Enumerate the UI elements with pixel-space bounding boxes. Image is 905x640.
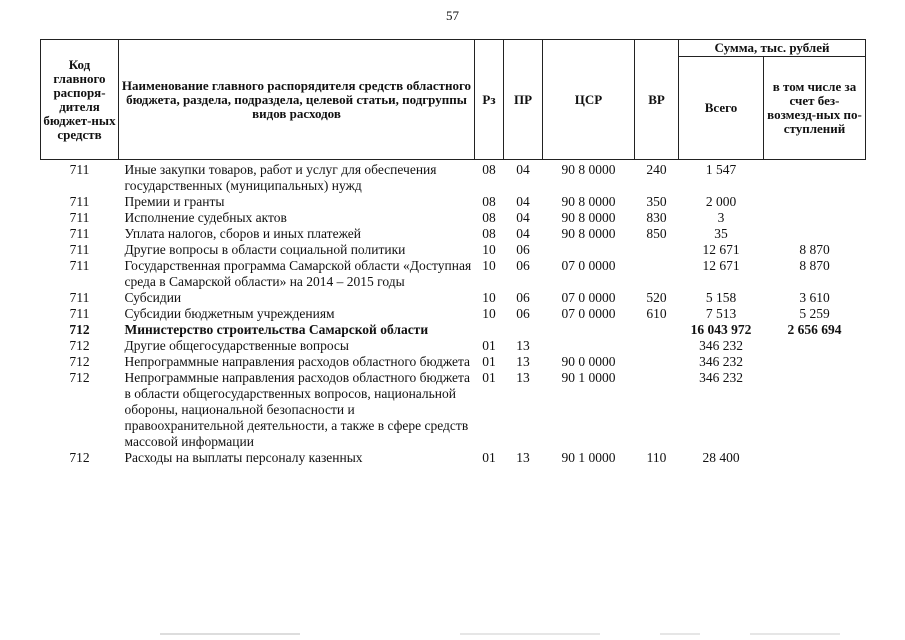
cell-code: 711 xyxy=(69,210,90,225)
cell-vr: 830 xyxy=(646,210,667,225)
table-row xyxy=(41,370,866,450)
cell-rz: 01 xyxy=(482,450,496,465)
cell-name: Субсидии бюджетным учреждениям xyxy=(124,306,335,321)
cell-name: Государственная программа Самарской области «Доступная среда в Самарской области» на 2014 – 2015 годы xyxy=(124,258,472,289)
page-number: 57 xyxy=(446,8,459,23)
header-pr: ПР xyxy=(504,40,543,160)
table-row xyxy=(41,226,866,242)
cell-total: 7 513 xyxy=(705,306,737,321)
cell-vr: 350 xyxy=(646,194,667,209)
table-row xyxy=(41,242,866,258)
header-vr: ВР xyxy=(635,40,679,160)
cell-pr: 06 xyxy=(516,306,530,321)
cell-pr: 13 xyxy=(516,354,530,369)
cell-csr: 07 0 0000 xyxy=(561,258,616,273)
header-total: Всего xyxy=(679,57,764,160)
cell-rz: 01 xyxy=(482,370,496,385)
cell-total: 346 232 xyxy=(699,338,743,353)
cell-pr: 13 xyxy=(516,338,530,353)
cell-pr: 04 xyxy=(516,210,530,225)
cell-pr: 13 xyxy=(516,450,530,465)
cell-pr: 06 xyxy=(516,258,530,273)
cell-vr: 520 xyxy=(646,290,667,305)
cell-rz: 08 xyxy=(482,210,496,225)
cell-total: 346 232 xyxy=(699,370,743,385)
cell-total: 3 xyxy=(717,210,725,225)
cell-code: 711 xyxy=(69,242,90,257)
table-row xyxy=(41,290,866,306)
cell-csr: 90 1 0000 xyxy=(561,450,616,465)
cell-pr xyxy=(504,322,543,338)
cell-rz: 10 xyxy=(482,258,496,273)
cell-pr: 13 xyxy=(516,370,530,385)
cell-free xyxy=(764,160,866,195)
cell-csr: 90 0 0000 xyxy=(561,354,616,369)
cell-rz: 01 xyxy=(482,354,496,369)
cell-name: Другие общегосударственные вопросы xyxy=(124,338,349,353)
cell-total: 12 671 xyxy=(702,242,740,257)
table-row xyxy=(41,354,866,370)
cell-name: Иные закупки товаров, работ и услуг для обеспечения государственных (муниципальных) нужд xyxy=(124,162,437,193)
cell-pr: 04 xyxy=(516,194,530,209)
header-sum: Сумма, тыс. рублей xyxy=(679,40,866,57)
cell-vr: 240 xyxy=(646,162,667,177)
cell-code: 711 xyxy=(69,258,90,273)
cell-csr xyxy=(543,242,635,258)
cell-rz: 10 xyxy=(482,290,496,305)
cell-name: Субсидии xyxy=(124,290,182,305)
cell-total: 2 000 xyxy=(705,194,737,209)
header-free: в том числе за счет без-возмезд-ных по-ступлений xyxy=(764,57,866,160)
cell-code: 712 xyxy=(69,370,90,385)
cell-free xyxy=(764,370,866,450)
cell-free: 8 870 xyxy=(799,242,830,257)
cell-code: 711 xyxy=(69,306,90,321)
cell-vr xyxy=(635,354,679,370)
cell-free: 8 870 xyxy=(799,258,830,273)
cell-total: 16 043 972 xyxy=(690,322,752,337)
cell-name: Министерство строительства Самарской области xyxy=(124,322,429,337)
cell-vr xyxy=(635,370,679,450)
cell-vr: 850 xyxy=(646,226,667,241)
cell-csr: 90 8 0000 xyxy=(561,226,616,241)
cell-code: 712 xyxy=(69,338,90,353)
cell-name: Другие вопросы в области социальной политики xyxy=(124,242,406,257)
cell-rz: 08 xyxy=(482,226,496,241)
cell-csr: 90 8 0000 xyxy=(561,162,616,177)
cell-name: Расходы на выплаты персоналу казенных xyxy=(124,450,363,465)
cell-name: Исполнение судебных актов xyxy=(124,210,287,225)
cell-vr xyxy=(635,242,679,258)
cell-free xyxy=(764,194,866,210)
header-name: Наименование главного распорядителя средств областного бюджета, раздела, подраздела, целевой статьи, подгруппы видов расходов xyxy=(119,40,475,160)
cell-code: 711 xyxy=(69,290,90,305)
cell-code: 712 xyxy=(69,450,90,465)
cell-free xyxy=(764,354,866,370)
table-row xyxy=(41,338,866,354)
cell-code: 711 xyxy=(69,194,90,209)
header-rz: Рз xyxy=(475,40,504,160)
cell-name: Уплата налогов, сборов и иных платежей xyxy=(124,226,361,241)
table-body xyxy=(41,160,866,467)
cell-rz xyxy=(475,322,504,338)
cell-csr: 07 0 0000 xyxy=(561,306,616,321)
cell-total: 346 232 xyxy=(699,354,743,369)
cell-total: 1 547 xyxy=(705,162,737,177)
cell-rz: 08 xyxy=(482,194,496,209)
cell-vr xyxy=(635,322,679,338)
cell-csr: 90 1 0000 xyxy=(561,370,616,385)
cell-total: 5 158 xyxy=(705,290,737,305)
cell-csr xyxy=(543,322,635,338)
table-row xyxy=(41,210,866,226)
cell-free xyxy=(764,450,866,466)
cell-vr: 110 xyxy=(646,450,667,465)
cell-csr: 90 8 0000 xyxy=(561,194,616,209)
cell-free: 5 259 xyxy=(799,306,830,321)
table-row xyxy=(41,306,866,322)
cell-rz: 10 xyxy=(482,242,496,257)
table-header xyxy=(41,40,866,160)
cell-code: 711 xyxy=(69,226,90,241)
cell-free: 2 656 694 xyxy=(787,322,842,337)
cell-code: 712 xyxy=(69,354,90,369)
cell-free xyxy=(764,338,866,354)
cell-vr xyxy=(635,258,679,290)
table-row xyxy=(41,258,866,290)
cell-total: 28 400 xyxy=(702,450,740,465)
cell-name: Непрограммные направления расходов областного бюджета в области общегосударственных вопросов, национальной обороны, национальной безопасности и правоохранительной деятельности, а также в сфере средств массовой информации xyxy=(124,370,471,449)
cell-rz: 08 xyxy=(482,162,496,177)
table-row xyxy=(41,160,866,195)
budget-table xyxy=(40,39,866,466)
cell-name: Непрограммные направления расходов областного бюджета xyxy=(124,354,471,369)
cell-free xyxy=(764,226,866,242)
cell-name: Премии и гранты xyxy=(124,194,225,209)
cell-free xyxy=(764,210,866,226)
cell-total: 35 xyxy=(714,226,728,241)
cell-pr: 06 xyxy=(516,290,530,305)
cell-total: 12 671 xyxy=(702,258,740,273)
cell-rz: 01 xyxy=(482,338,496,353)
header-code: Код главного распоря-дителя бюджет-ных средств xyxy=(41,40,119,160)
table-row xyxy=(41,194,866,210)
cell-csr xyxy=(543,338,635,354)
cell-vr xyxy=(635,338,679,354)
cell-free: 3 610 xyxy=(799,290,830,305)
table-row xyxy=(41,450,866,466)
table-row xyxy=(41,322,866,338)
scan-edge-specks xyxy=(0,620,905,640)
cell-pr: 06 xyxy=(516,242,530,257)
cell-rz: 10 xyxy=(482,306,496,321)
header-csr: ЦСР xyxy=(543,40,635,160)
cell-csr: 90 8 0000 xyxy=(561,210,616,225)
cell-vr: 610 xyxy=(646,306,667,321)
cell-code: 712 xyxy=(69,322,90,337)
cell-pr: 04 xyxy=(516,162,530,177)
cell-code: 711 xyxy=(69,162,90,177)
cell-pr: 04 xyxy=(516,226,530,241)
cell-csr: 07 0 0000 xyxy=(561,290,616,305)
